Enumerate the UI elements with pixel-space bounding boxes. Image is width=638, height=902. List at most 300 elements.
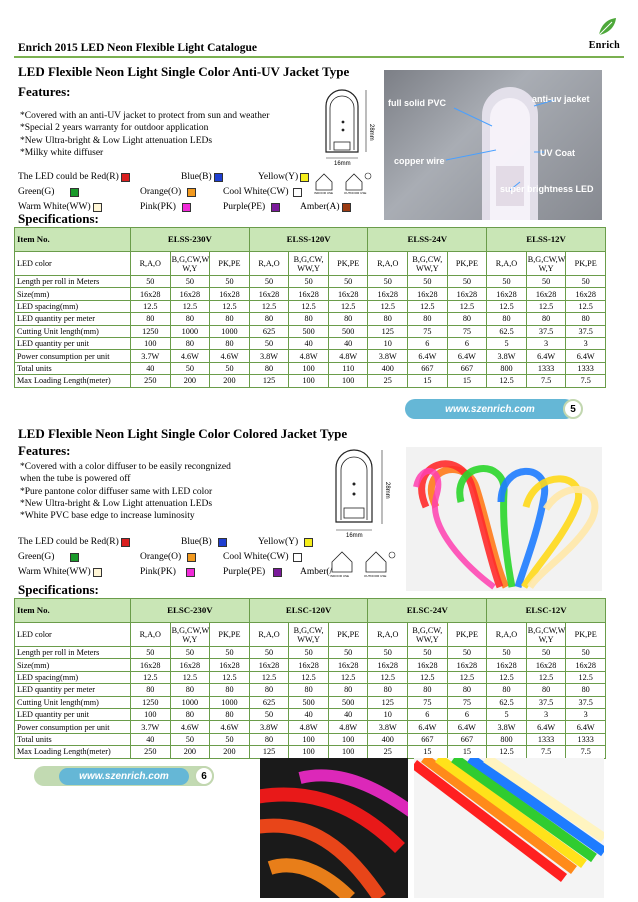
table-cell: 4.8W: [328, 350, 368, 362]
table-cell: 7.5: [566, 375, 606, 387]
table-cell: B,G,CW, WW,Y: [408, 623, 448, 647]
section1-spec-table: [14, 227, 606, 388]
table-cell: 1333: [566, 733, 606, 745]
swatch-orange: [187, 553, 196, 562]
table-cell: 1250: [131, 696, 171, 708]
color-option-orange: Orange(O): [140, 552, 196, 562]
table-cell: 75: [408, 325, 448, 337]
table-cell: 40: [328, 708, 368, 720]
section2-color-options: [18, 537, 358, 582]
table-cell: R,A,O: [131, 252, 171, 276]
color-option-yellow: Yellow(Y): [258, 537, 313, 547]
section1-specs-label: Specifications:: [18, 211, 99, 226]
table-cell: 3: [566, 337, 606, 349]
table-cell: 3.8W: [249, 721, 289, 733]
table-cell: PK,PE: [210, 252, 250, 276]
swatch-blue: [218, 538, 227, 547]
table-cell: 16x28: [249, 288, 289, 300]
table-cell: 80: [368, 684, 408, 696]
table-cell: 16x28: [368, 288, 408, 300]
row-label: Cutting Unit length(mm): [15, 696, 131, 708]
table-cell: 400: [368, 362, 408, 374]
table-cell: 80: [526, 313, 566, 325]
table-cell: 80: [328, 313, 368, 325]
row-label: LED quantity per unit: [15, 708, 131, 720]
swatch-purple: [273, 568, 282, 577]
table-cell: 3: [526, 337, 566, 349]
table-cell: 1000: [210, 325, 250, 337]
table-cell: 100: [289, 375, 329, 387]
table-cell: 50: [408, 647, 448, 659]
table-cell: 50: [210, 733, 250, 745]
item-no-header: Item No.: [15, 228, 131, 252]
table-cell: 12.5: [131, 671, 171, 683]
table-cell: 50: [249, 337, 289, 349]
table-cell: 50: [566, 276, 606, 288]
table-cell: 125: [249, 375, 289, 387]
table-row: [15, 288, 606, 300]
table-cell: 16x28: [170, 659, 210, 671]
color-option-purple: Purple(PE): [223, 202, 280, 212]
table-cell: 50: [249, 708, 289, 720]
swatch-pink: [186, 568, 195, 577]
color-option-green: Green(G): [18, 552, 79, 562]
table-cell: 16x28: [170, 288, 210, 300]
table-cell: 15: [447, 746, 487, 758]
table-cell: PK,PE: [566, 252, 606, 276]
table-cell: 12.5: [328, 300, 368, 312]
table-cell: 25: [368, 746, 408, 758]
table-row: [15, 708, 606, 720]
table-cell: 50: [170, 362, 210, 374]
table-cell: 100: [131, 708, 171, 720]
table-cell: 6.4W: [566, 350, 606, 362]
row-label: Total units: [15, 733, 131, 745]
section2-title: LED Flexible Neon Light Single Color Colored Jacket Type: [18, 426, 348, 441]
row-label: Length per roll in Meters: [15, 276, 131, 288]
svg-text:INDOOR USE: INDOOR USE: [330, 574, 350, 578]
table-cell: 50: [566, 647, 606, 659]
table-cell: 25: [368, 375, 408, 387]
table-cell: 50: [447, 276, 487, 288]
table-cell: 125: [249, 746, 289, 758]
model-header: ELSC-24V: [368, 599, 487, 623]
table-cell: 3: [526, 708, 566, 720]
table-cell: PK,PE: [447, 623, 487, 647]
table-cell: 50: [289, 276, 329, 288]
table-cell: 50: [249, 276, 289, 288]
table-cell: R,A,O: [487, 623, 527, 647]
table-cell: 1333: [526, 733, 566, 745]
table-cell: 50: [210, 276, 250, 288]
table-cell: 75: [447, 325, 487, 337]
table-cell: 12.5: [487, 746, 527, 758]
swatch-cool-white: [293, 188, 302, 197]
label-uv-coat: UV Coat: [540, 148, 576, 158]
table-cell: 37.5: [526, 696, 566, 708]
table-cell: 50: [408, 276, 448, 288]
table-cell: 12.5: [289, 671, 329, 683]
table-cell: 800: [487, 362, 527, 374]
feature-item: *White PVC base edge to increase luminosity: [20, 511, 195, 522]
feature-item: *Pure pantone color diffuser same with LED color: [20, 486, 213, 497]
table-cell: 40: [131, 362, 171, 374]
table-cell: 12.5: [487, 671, 527, 683]
section1-feature-list: [20, 110, 269, 159]
table-cell: 75: [447, 696, 487, 708]
swatch-pink: [182, 203, 191, 212]
swatch-blue: [214, 173, 223, 182]
table-cell: 7.5: [526, 375, 566, 387]
table-cell: PK,PE: [328, 623, 368, 647]
table-row: [15, 350, 606, 362]
swatch-warm-white: [93, 568, 102, 577]
section2-footer-band: [34, 766, 219, 786]
table-cell: 3.8W: [368, 721, 408, 733]
swatch-amber: [342, 203, 351, 212]
table-cell: 40: [131, 733, 171, 745]
color-option-warm-white: Warm White(WW): [18, 567, 102, 577]
table-cell: 80: [210, 708, 250, 720]
color-option-warm-white: Warm White(WW): [18, 202, 102, 212]
table-cell: 3.7W: [131, 350, 171, 362]
table-cell: PK,PE: [210, 623, 250, 647]
table-cell: 500: [289, 696, 329, 708]
table-cell: PK,PE: [566, 623, 606, 647]
website-link[interactable]: www.szenrich.com: [405, 399, 575, 419]
table-cell: 80: [131, 684, 171, 696]
table-cell: 40: [289, 337, 329, 349]
table-cell: 12.5: [566, 671, 606, 683]
section1-footer-band: [405, 399, 590, 419]
table-cell: 3.8W: [249, 350, 289, 362]
row-label: LED quantity per meter: [15, 313, 131, 325]
table-row: [15, 647, 606, 659]
table-cell: 50: [170, 276, 210, 288]
table-cell: 4.8W: [289, 721, 329, 733]
table-cell: 50: [249, 647, 289, 659]
section1-title: LED Flexible Neon Light Single Color Anti-UV Jacket Type: [18, 64, 350, 79]
table-cell: 80: [487, 684, 527, 696]
table-cell: 250: [131, 746, 171, 758]
table-cell: 80: [328, 684, 368, 696]
table-cell: 1333: [566, 362, 606, 374]
color-option-red: The LED could be Red(R): [18, 537, 130, 547]
row-label: LED quantity per unit: [15, 337, 131, 349]
table-cell: 100: [289, 746, 329, 758]
table-cell: 80: [249, 684, 289, 696]
svg-text:OUTDOOR USE: OUTDOOR USE: [344, 191, 367, 194]
table-cell: 80: [289, 313, 329, 325]
table-cell: 80: [170, 313, 210, 325]
swatch-purple: [271, 203, 280, 212]
table-row: [15, 337, 606, 349]
table-cell: 3.8W: [487, 350, 527, 362]
table-cell: 12.5: [131, 300, 171, 312]
table-cell: 37.5: [526, 325, 566, 337]
row-label: LED spacing(mm): [15, 671, 131, 683]
table-cell: PK,PE: [447, 252, 487, 276]
color-option-orange: Orange(O): [140, 187, 196, 197]
table-cell: 80: [249, 733, 289, 745]
table-cell: 4.8W: [289, 350, 329, 362]
table-row: [15, 659, 606, 671]
table-cell: 6.4W: [526, 721, 566, 733]
section2-spec-table: [14, 598, 606, 759]
table-row: [15, 671, 606, 683]
color-option-green: Green(G): [18, 187, 79, 197]
table-cell: 400: [368, 733, 408, 745]
color-option-amber: Amber(A): [300, 202, 351, 212]
table-cell: 12.5: [249, 300, 289, 312]
table-cell: 667: [408, 733, 448, 745]
table-row: [15, 733, 606, 745]
table-row: [15, 325, 606, 337]
table-cell: 50: [210, 362, 250, 374]
table-cell: 6.4W: [447, 350, 487, 362]
swatch-red: [121, 173, 130, 182]
table-cell: 16x28: [289, 288, 329, 300]
table-cell: 80: [249, 313, 289, 325]
brand-logo: [576, 16, 620, 56]
diagram-width-label: 16mm: [346, 533, 363, 539]
table-cell: 6.4W: [408, 721, 448, 733]
table-cell: 50: [526, 276, 566, 288]
diagram-height-label: 28mm: [384, 482, 390, 499]
table-row: [15, 252, 606, 276]
color-option-pink: Pink(PK): [140, 202, 191, 212]
table-cell: 40: [289, 708, 329, 720]
table-cell: B,G,CW, WW,Y: [289, 252, 329, 276]
table-row: [15, 313, 606, 325]
table-cell: 1000: [170, 325, 210, 337]
table-cell: 12.5: [170, 300, 210, 312]
row-label: LED color: [15, 623, 131, 647]
table-cell: 100: [328, 375, 368, 387]
color-option-yellow: Yellow(Y): [258, 172, 309, 182]
table-cell: 500: [289, 325, 329, 337]
table-row: [15, 300, 606, 312]
feature-item: when the tube is powered off: [20, 474, 131, 485]
row-label: Max Loading Length(meter): [15, 375, 131, 387]
model-header: ELSS-230V: [131, 228, 250, 252]
table-cell: 12.5: [526, 300, 566, 312]
table-cell: 12.5: [210, 671, 250, 683]
table-cell: B,G,CW, WW,Y: [408, 252, 448, 276]
table-row: [15, 276, 606, 288]
website-link[interactable]: www.szenrich.com: [34, 766, 214, 786]
outdoor-use-icon: [364, 552, 395, 578]
table-cell: 80: [566, 313, 606, 325]
table-cell: 625: [249, 325, 289, 337]
table-cell: 50: [447, 647, 487, 659]
model-header: ELSS-24V: [368, 228, 487, 252]
color-option-amber: Amber(/: [300, 567, 333, 577]
table-cell: 500: [328, 325, 368, 337]
row-label: LED quantity per meter: [15, 684, 131, 696]
swatch-yellow: [300, 173, 309, 182]
table-cell: B,G,CW,W W,Y: [170, 623, 210, 647]
table-cell: 12.5: [408, 300, 448, 312]
table-cell: 12.5: [210, 300, 250, 312]
table-cell: 12.5: [249, 671, 289, 683]
row-label: LED spacing(mm): [15, 300, 131, 312]
table-row: [15, 721, 606, 733]
table-cell: 100: [328, 733, 368, 745]
table-cell: 1000: [210, 696, 250, 708]
page-number: 5: [563, 399, 583, 419]
table-cell: 16x28: [447, 659, 487, 671]
table-cell: 4.6W: [210, 721, 250, 733]
swatch-cool-white: [293, 553, 302, 562]
table-cell: 15: [408, 375, 448, 387]
row-label: Total units: [15, 362, 131, 374]
swatch-green: [70, 553, 79, 562]
row-label: Length per roll in Meters: [15, 647, 131, 659]
table-cell: 16x28: [210, 659, 250, 671]
table-cell: 6: [447, 337, 487, 349]
table-row: [15, 362, 606, 374]
table-cell: 6.4W: [566, 721, 606, 733]
table-cell: 16x28: [566, 288, 606, 300]
table-cell: 37.5: [566, 696, 606, 708]
table-cell: 6: [447, 708, 487, 720]
table-cell: 12.5: [408, 671, 448, 683]
feature-item: *Covered with an anti-UV jacket to protect from sun and weather: [20, 111, 270, 121]
table-cell: 50: [170, 733, 210, 745]
table-cell: 100: [328, 746, 368, 758]
label-copper-wire: copper wire: [394, 156, 445, 166]
feature-item: *Covered with a color diffuser to be easily recongnized: [20, 462, 231, 472]
color-option-pink: Pink(PK): [140, 567, 195, 577]
table-cell: 10: [368, 708, 408, 720]
row-label: Power consumption per unit: [15, 350, 131, 362]
table-cell: 3.8W: [487, 721, 527, 733]
table-cell: 80: [526, 684, 566, 696]
section2-feature-list: [20, 461, 231, 522]
table-cell: 50: [289, 647, 329, 659]
table-cell: 6.4W: [447, 721, 487, 733]
table-cell: 50: [328, 276, 368, 288]
label-anti-uv-jacket: anti-uv jacket: [532, 94, 590, 104]
model-header: ELSS-120V: [249, 228, 368, 252]
row-label: Power consumption per unit: [15, 721, 131, 733]
swatch-red: [121, 538, 130, 547]
table-cell: 80: [566, 684, 606, 696]
table-cell: 80: [249, 362, 289, 374]
label-super-brightness-led: super brightness LED: [500, 184, 594, 194]
table-cell: 200: [210, 746, 250, 758]
row-label: Size(mm): [15, 659, 131, 671]
table-cell: 80: [210, 337, 250, 349]
table-cell: 16x28: [328, 288, 368, 300]
table-cell: 100: [131, 337, 171, 349]
color-option-cool-white: Cool White(CW): [223, 552, 302, 562]
table-row: [15, 375, 606, 387]
table-cell: R,A,O: [487, 252, 527, 276]
table-cell: 50: [487, 276, 527, 288]
table-cell: 15: [447, 375, 487, 387]
table-cell: 4.6W: [210, 350, 250, 362]
swatch-green: [70, 188, 79, 197]
feature-item: *New Ultra-bright & Low Light attenuation LEDs: [20, 498, 213, 509]
table-cell: 80: [408, 684, 448, 696]
table-cell: 80: [447, 313, 487, 325]
color-option-blue: Blue(B): [181, 172, 223, 182]
table-cell: 100: [289, 733, 329, 745]
section2-product-photo: [406, 447, 602, 591]
table-cell: 12.5: [566, 300, 606, 312]
svg-text:INDOOR USE: INDOOR USE: [314, 191, 334, 194]
table-cell: 75: [408, 696, 448, 708]
table-cell: B,G,CW,W W,Y: [526, 623, 566, 647]
table-cell: 16x28: [131, 659, 171, 671]
table-cell: 667: [408, 362, 448, 374]
table-cell: 250: [131, 375, 171, 387]
table-cell: 80: [170, 708, 210, 720]
table-cell: 80: [408, 313, 448, 325]
table-cell: 5: [487, 337, 527, 349]
table-cell: 625: [249, 696, 289, 708]
table-cell: R,A,O: [368, 623, 408, 647]
table-cell: 40: [328, 337, 368, 349]
table-cell: 16x28: [408, 659, 448, 671]
table-cell: 50: [487, 647, 527, 659]
diagram-width-label: 16mm: [334, 161, 351, 167]
table-row: [15, 684, 606, 696]
table-cell: 7.5: [526, 746, 566, 758]
color-option-cool-white: Cool White(CW): [223, 187, 302, 197]
table-cell: 62.5: [487, 696, 527, 708]
table-cell: 100: [289, 362, 329, 374]
swatch-orange: [187, 188, 196, 197]
table-cell: 80: [447, 684, 487, 696]
table-cell: B,G,CW,W W,Y: [526, 252, 566, 276]
table-cell: 3.7W: [131, 721, 171, 733]
table-cell: 80: [210, 684, 250, 696]
table-cell: 1250: [131, 325, 171, 337]
row-label: Cutting Unit length(mm): [15, 325, 131, 337]
model-header: ELSC-120V: [249, 599, 368, 623]
table-row: [15, 746, 606, 758]
table-cell: 12.5: [170, 671, 210, 683]
diagram-height-label: 28mm: [368, 124, 374, 141]
table-cell: 3.8W: [368, 350, 408, 362]
table-cell: 80: [131, 313, 171, 325]
table-cell: 12.5: [447, 671, 487, 683]
table-cell: 4.6W: [170, 721, 210, 733]
table-cell: 50: [170, 647, 210, 659]
table-cell: 80: [289, 684, 329, 696]
table-cell: 12.5: [289, 300, 329, 312]
table-cell: 6.4W: [408, 350, 448, 362]
table-cell: 16x28: [487, 659, 527, 671]
neon-glow-photo: [260, 758, 408, 898]
table-cell: 50: [210, 647, 250, 659]
feature-item: *New Ultra-bright & Low Light attenuation LEDs: [20, 135, 213, 146]
table-cell: R,A,O: [368, 252, 408, 276]
table-cell: 16x28: [249, 659, 289, 671]
section2-features-label: Features:: [18, 443, 71, 458]
swatch-yellow: [304, 538, 313, 547]
table-cell: 12.5: [368, 671, 408, 683]
table-header-row: [15, 228, 606, 252]
table-cell: 80: [368, 313, 408, 325]
table-cell: 800: [487, 733, 527, 745]
item-no-header: Item No.: [15, 599, 131, 623]
table-cell: B,G,CW,W W,Y: [170, 252, 210, 276]
feature-item: *Milky white diffuser: [20, 147, 104, 158]
